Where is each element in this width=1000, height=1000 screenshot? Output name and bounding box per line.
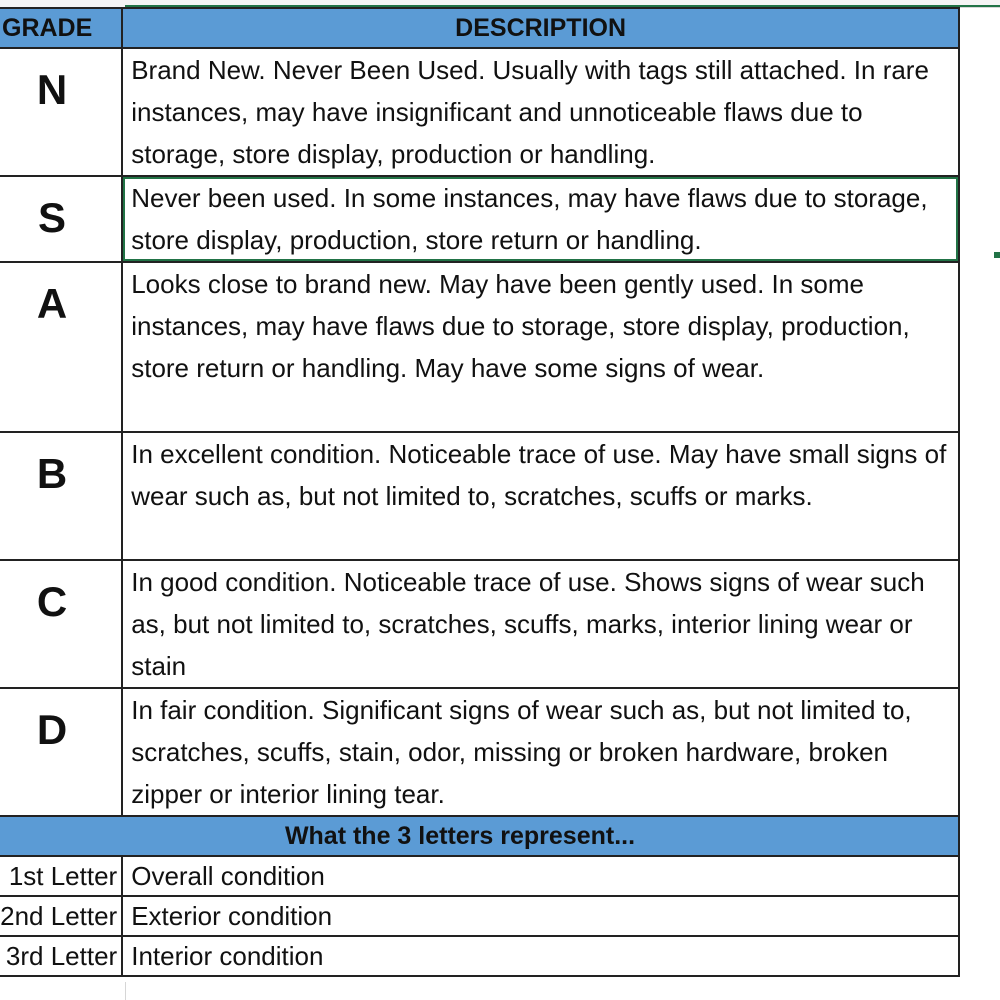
description-cell[interactable] <box>122 48 959 176</box>
grade-cell[interactable] <box>0 560 122 688</box>
column-selection-indicator <box>125 0 1000 7</box>
description-cell[interactable] <box>122 560 959 688</box>
gridline <box>125 982 126 1000</box>
grade-row-c <box>0 560 959 688</box>
description-cell[interactable] <box>122 432 959 560</box>
grade-letter: B <box>36 450 68 497</box>
description-column-header[interactable]: DESCRIPTION <box>122 8 959 48</box>
grade-letter: N <box>36 66 68 113</box>
key-label[interactable]: 1st Letter <box>0 856 122 896</box>
description-cell-selected[interactable] <box>122 176 959 262</box>
grade-row-a <box>0 262 959 432</box>
key-label[interactable]: 2nd Letter <box>0 896 122 936</box>
key-value[interactable]: Interior condition <box>122 936 959 976</box>
grade-letter: S <box>37 194 66 241</box>
grade-cell[interactable] <box>0 48 122 176</box>
grade-letter: D <box>36 706 68 753</box>
grade-letter: C <box>36 578 68 625</box>
key-row-3 <box>0 936 959 976</box>
key-section-header-row <box>0 816 959 856</box>
grade-row-n <box>0 48 959 176</box>
grade-description: In good condition. Noticeable trace of use. Shows signs of wear such as, but not limited to, scratches, scuffs, marks, interior lining wear or stain <box>131 567 925 681</box>
key-row-1 <box>0 856 959 896</box>
grade-description: Brand New. Never Been Used. Usually with tags still attached. In rare instances, may have insignificant and unnoticeable flaws due to storage, store display, production or handling. <box>131 55 929 169</box>
key-value[interactable]: Overall condition <box>122 856 959 896</box>
table-header-row <box>0 8 959 48</box>
grade-description: Looks close to brand new. May have been gently used. In some instances, may have flaws due to storage, store display, production, store return or handling. May have some signs of wear. <box>131 269 910 383</box>
grade-row-s <box>0 176 959 262</box>
grade-row-b <box>0 432 959 560</box>
grade-letter: A <box>36 280 68 327</box>
grade-description: In excellent condition. Noticeable trace of use. May have small signs of wear such as, but not limited to, scratches, scuffs or marks. <box>131 439 947 511</box>
grade-description: In fair condition. Significant signs of wear such as, but not limited to, scratches, scuffs, stain, odor, missing or broken hardware, broken zipper or interior lining tear. <box>131 695 912 809</box>
description-cell[interactable] <box>122 688 959 816</box>
fill-handle[interactable] <box>994 252 1000 258</box>
grade-cell[interactable] <box>0 432 122 560</box>
grade-cell[interactable] <box>0 262 122 432</box>
grade-column-header[interactable]: GRADE <box>0 8 122 48</box>
grade-table <box>0 7 960 977</box>
key-row-2 <box>0 896 959 936</box>
description-cell[interactable] <box>122 262 959 432</box>
grade-description: Never been used. In some instances, may have flaws due to storage, store display, production, store return or handling. <box>131 183 928 255</box>
grade-cell[interactable] <box>0 176 122 262</box>
key-section-title[interactable]: What the 3 letters represent... <box>0 816 959 856</box>
key-label[interactable]: 3rd Letter <box>0 936 122 976</box>
key-value[interactable]: Exterior condition <box>122 896 959 936</box>
grade-cell[interactable] <box>0 688 122 816</box>
grade-row-d <box>0 688 959 816</box>
